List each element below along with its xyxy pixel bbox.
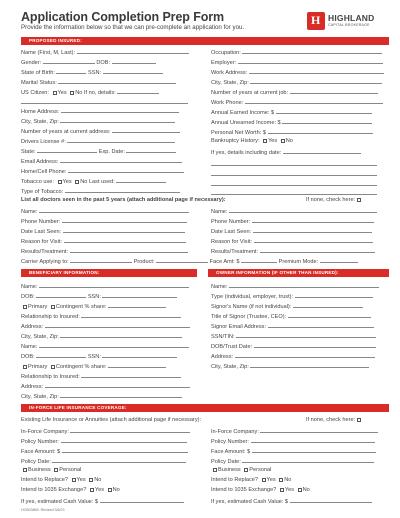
work-phone-field[interactable] [245,98,383,104]
inforce2-business-checkbox[interactable] [213,468,217,472]
state-of-birth-field[interactable] [56,68,86,74]
premium-mode-field[interactable] [320,257,358,263]
inforce2-cash-value-field[interactable] [290,497,372,503]
doctor2-date-field[interactable] [253,227,372,233]
inforce2-1035-no-checkbox[interactable] [298,488,302,492]
bankruptcy-details-field[interactable] [283,148,361,154]
owner-dob-trust-field[interactable] [254,342,376,348]
section-beneficiary: BENEFICIARY INFORMATION: [21,269,197,277]
logo-subtitle: CAPITAL BROKERAGE [328,23,370,27]
section-inforce: IN-FORCE LIFE INSURANCE COVERAGE: [21,404,389,412]
inforce1-company-field[interactable] [70,427,190,433]
inforce2-policy-date-field[interactable] [242,457,374,463]
inforce-none-checkbox[interactable] [357,418,361,422]
beneficiary1-primary-checkbox[interactable] [23,305,27,309]
beneficiary2-dob-field[interactable] [36,352,86,358]
highland-logo [307,12,387,34]
signor-name-field[interactable] [293,302,363,308]
bankruptcy-no-checkbox[interactable] [281,139,285,143]
inforce1-personal-checkbox[interactable] [54,468,58,472]
doctor2-reason-field[interactable] [254,237,373,243]
form-footer: HCB03869. Revised 3/6/23 [21,508,65,512]
inforce2-policy-number-field[interactable] [251,437,375,443]
work-address-field[interactable] [249,68,384,74]
inforce1-policy-number-field[interactable] [61,437,187,443]
earned-income-field[interactable] [276,108,372,114]
inforce1-policy-date-field[interactable] [52,457,186,463]
occupation-field[interactable] [242,48,382,54]
face-amount-field[interactable] [241,257,277,263]
beneficiary2-share-field[interactable] [108,362,166,368]
work-city-state-zip-field[interactable] [250,78,382,84]
license-exp-date-field[interactable] [126,147,176,153]
years-at-job-field[interactable] [290,88,378,94]
owner-address-field[interactable] [235,352,375,358]
beneficiary1-share-field[interactable] [108,302,166,308]
section-owner: OWNER INFORMATION (IF OTHER THAN INSURED): [208,269,389,277]
beneficiary2-address-field[interactable] [45,382,190,388]
ssn-field[interactable] [103,68,163,74]
beneficiary1-contingent-checkbox[interactable] [51,305,55,309]
beneficiary2-city-field[interactable] [60,392,182,398]
inforce1-replace-no-checkbox[interactable] [89,478,93,482]
doctor1-date-field[interactable] [63,227,185,233]
net-worth-field[interactable] [268,128,373,134]
employer-field[interactable] [238,58,383,64]
inforce1-business-checkbox[interactable] [23,468,27,472]
inforce2-personal-checkbox[interactable] [244,468,248,472]
beneficiary1-relationship-field[interactable] [81,312,181,318]
home-address-field[interactable] [61,107,179,113]
inforce2-1035-yes-checkbox[interactable] [280,488,284,492]
doctor1-results-field[interactable] [70,247,188,253]
beneficiary2-ssn-field[interactable] [102,352,177,358]
owner-ssn-tin-field[interactable] [236,332,376,338]
inforce2-company-field[interactable] [260,427,378,433]
signor-title-field[interactable] [288,312,371,318]
beneficiary2-contingent-checkbox[interactable] [51,365,55,369]
logo-name: HIGHLAND [328,13,375,23]
tobacco-last-used-field[interactable] [116,177,166,183]
line-blank[interactable] [211,185,377,186]
dob-field[interactable] [112,58,156,64]
name-field[interactable] [77,48,189,54]
gender-field[interactable] [43,58,95,64]
page-subtitle: Provide the information below so that we can pre-complete an application for you. [21,24,245,31]
beneficiary1-name-field[interactable] [39,282,189,288]
marital-status-field[interactable] [58,78,176,84]
beneficiary1-city-field[interactable] [60,332,182,338]
doctors-heading: List all doctors seen in the past 5 years (attach additional page if necessary): [21,197,226,203]
doctors-none-checkbox[interactable] [357,198,361,202]
inforce2-replace-yes-checkbox[interactable] [262,478,266,482]
inforce1-1035-no-checkbox[interactable] [108,488,112,492]
inforce2-replace-no-checkbox[interactable] [279,478,283,482]
tobacco-yes-checkbox[interactable] [58,180,62,184]
beneficiary1-ssn-field[interactable] [102,292,177,298]
beneficiary1-address-field[interactable] [45,322,190,328]
unearned-income-field[interactable] [282,118,372,124]
home-cell-phone-field[interactable] [68,167,184,173]
doctor2-name-field[interactable] [229,207,377,213]
application-form: Application Completion Prep Form Provide the information below so that we can pre-complete an application for you. H HIGHLAND CAPITAL BROKERAGE PROPOSED INSURED: Name (First, M, Last): Gender: DOB: State of Birth: SSN: Marital Status: US Citizen: Yes No If no, details: Home Address: City, State, Zip: Number of years at current address: Drivers License #: State: Exp. Date: Email Address: Home/Cell Phone: Tobacco use: Yes No Last used: Type of Tobacco: Occupation: Employer: Work Address: City, State, Zip: Number of years at current job: Work Phone: Annual Earned Income: $ Annual Unearned Income: $ Personal Net Worth: $ Bankruptcy History: Yes No If yes, details including date: List all doctors seen in the past 5 years (attach additional page if necessary): If none, check here: Name: Phone Number: Date Last Seen: Reason for Visit: Results/Treatment: Name: Phone Number: Date Last Seen: Reason for Visit: Results/Treatment: Carrier Applying to: Product: Face Amt: $ Premium Mode: BENEFICIARY INFORMATION: OWNER INFORMATION (IF OTHER THAN INSURED): Name: DOB: SSN: Primary Contingent % share: Relationship to Insured: Address: City, State, Zip: Name: DOB: SSN: Primary Contingent % share: Relationship to Insured: Address: City, State, Zip: Name: Type (individual, employer, trust): Signor's Name (if not individual): Title of Signor (Trustee, CEO): Signor Email Address: SSN/TIN: DOB/Trust Date: Address: City, State, Zip: IN-FORCE LIFE INSURANCE COVERAGE: Existing Life Insurance or Annuities (attach additional page if necessary): If none, check here: In-Force Company: Policy Number: Face Amount: $ Policy Date: Business Personal Intend to Replace? Yes No Intend to 1035 Exchange? Yes No If yes, estimated Cash Value: $ In-Force Company: Policy Number: Face Amount: $ Policy Date: Business Personal Intend to Replace? Yes No Intend to 1035 Exchange? Yes No If yes, estimated Cash Value: $ HCB03869. Revised 3/6/23 [0,0,400,518]
owner-city-field[interactable] [250,362,369,368]
beneficiary2-relationship-field[interactable] [81,372,181,378]
inforce1-cash-value-field[interactable] [100,497,184,503]
doctor2-phone-field[interactable] [252,217,374,223]
inforce1-replace-yes-checkbox[interactable] [72,478,76,482]
us-citizen-no-checkbox[interactable] [70,91,74,95]
line-blank[interactable] [21,103,188,104]
inforce2-face-amount-field[interactable] [252,447,376,453]
line-blank[interactable] [211,194,377,195]
logo-mark-icon: H [307,12,325,30]
section-proposed-insured: PROPOSED INSURED: [21,37,389,45]
tobacco-no-checkbox[interactable] [75,180,79,184]
product-field[interactable] [156,257,208,263]
owner-type-field[interactable] [295,292,373,298]
owner-name-field[interactable] [229,282,379,288]
doctor2-results-field[interactable] [260,247,375,253]
existing-coverage-note: Existing Life Insurance or Annuities (attach additional page if necessary): [21,417,202,423]
beneficiary2-primary-checkbox[interactable] [23,365,27,369]
inforce1-face-amount-field[interactable] [62,447,188,453]
drivers-license-field[interactable] [67,137,175,143]
us-citizen-yes-checkbox[interactable] [53,91,57,95]
signor-email-field[interactable] [268,322,374,328]
doctor1-reason-field[interactable] [64,237,186,243]
page-title: Application Completion Prep Form [21,10,225,24]
doctor1-phone-field[interactable] [62,217,187,223]
inforce1-1035-yes-checkbox[interactable] [90,488,94,492]
bankruptcy-yes-checkbox[interactable] [263,139,267,143]
beneficiary2-name-field[interactable] [39,342,189,348]
years-at-address-field[interactable] [112,127,180,133]
line-blank[interactable] [211,165,377,166]
city-state-zip-field[interactable] [60,117,175,123]
line-blank[interactable] [211,175,377,176]
us-citizen-details-field[interactable] [117,88,159,94]
carrier-field[interactable] [70,257,132,263]
doctor1-name-field[interactable] [39,207,189,213]
tobacco-type-field[interactable] [65,187,180,193]
license-state-field[interactable] [37,147,97,153]
email-field[interactable] [60,157,182,163]
beneficiary1-dob-field[interactable] [36,292,86,298]
